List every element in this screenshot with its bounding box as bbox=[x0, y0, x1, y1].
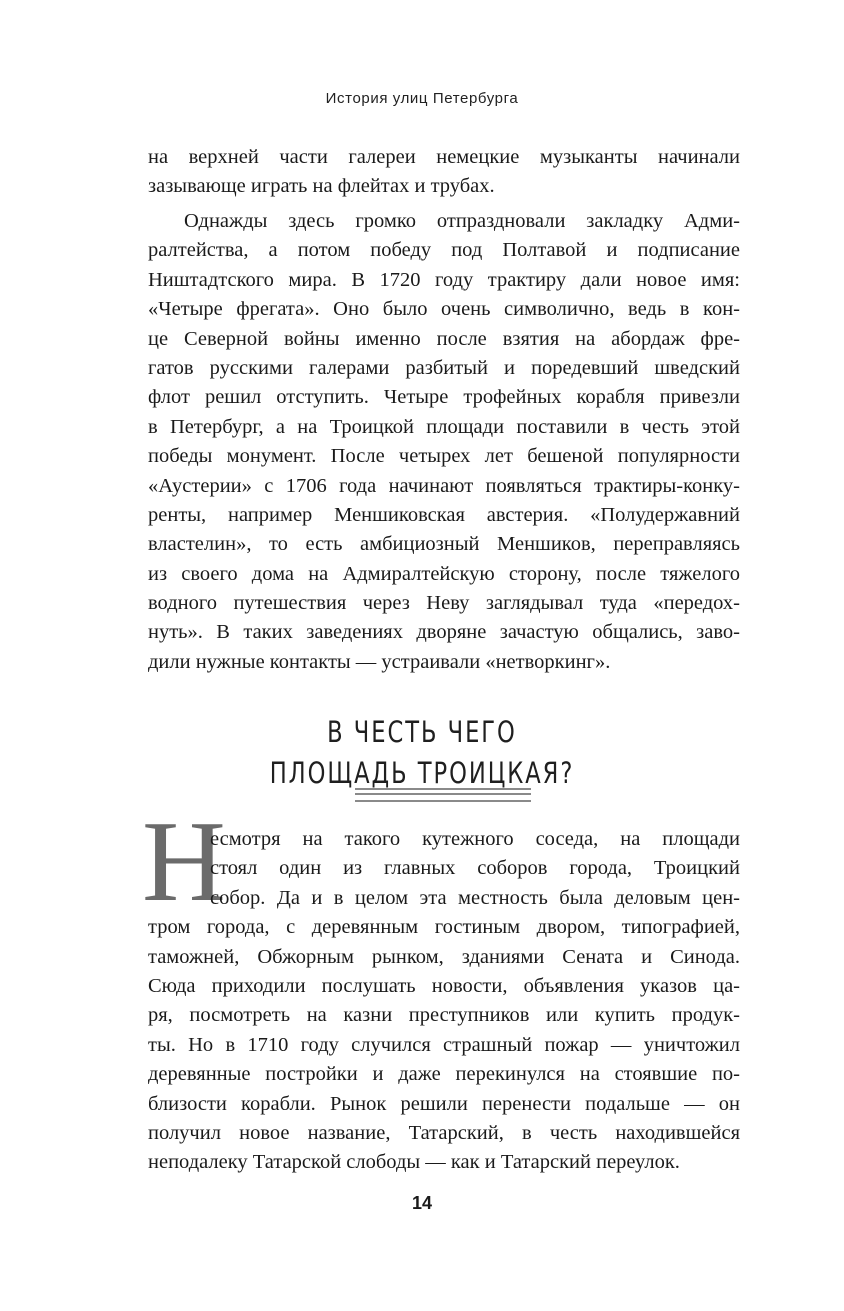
paragraph-3 bbox=[148, 825, 740, 1178]
text-line: близости корабли. Рынок решили перенести подальше — он bbox=[148, 1092, 740, 1115]
paragraph-2 bbox=[148, 207, 740, 677]
text-line: есмотря на такого кутежного соседа, на площади bbox=[210, 828, 740, 850]
text-line: деревянные постройки и даже перекинулся на стоявшие по- bbox=[148, 1063, 740, 1086]
heading-divider bbox=[355, 788, 531, 802]
text-line: ря, посмотреть на казни преступников или купить продук- bbox=[148, 1004, 740, 1027]
text-line: из своего дома на Адмиралтейскую сторону, после тяжелого bbox=[148, 562, 740, 585]
text-line: таможней, Обжорным рынком, зданиями Сената и Синода. bbox=[148, 945, 740, 968]
text-line: флот решил отступить. Четыре трофейных корабля привезли bbox=[148, 386, 740, 409]
text-line: тром города, с деревянным гостиным двором, типографией, bbox=[148, 916, 740, 939]
text-line: победы монумент. После четырех лет бешеной популярности bbox=[148, 445, 740, 468]
text-line: ренты, например Меншиковская австерия. «Полудержавний bbox=[148, 503, 740, 526]
text-line: в Петербург, а на Троицкой площади поставили в честь этой bbox=[148, 415, 740, 438]
text-line: неподалеку Татарской слободы — как и Татарский переулок. bbox=[148, 1151, 680, 1174]
text-line: Сюда приходили послушать новости, объявления указов ца- bbox=[148, 974, 740, 997]
section-heading bbox=[93, 712, 751, 794]
drop-cap: Н bbox=[142, 798, 226, 926]
text-line: зазывающе играть на флейтах и трубах. bbox=[148, 175, 495, 198]
text-line: собор. Да и в целом эта местность была деловым цен- bbox=[210, 886, 740, 909]
section-heading-line: ПЛОЩАДЬ ТРОИЦКАЯ? bbox=[269, 756, 575, 790]
text-line: получил новое название, Татарский, в честь находившейся bbox=[148, 1121, 740, 1144]
text-line: нуть». В таких заведениях дворяне зачастую общались, заво- bbox=[148, 621, 740, 644]
running-header: История улиц Петербурга bbox=[325, 90, 519, 107]
text-line: гатов русскими галерами разбитый и поредевший шведский bbox=[148, 356, 740, 379]
text-line: властелин», то есть амбициозный Меншиков, переправляясь bbox=[148, 533, 740, 556]
text-line: Ништадтского мира. В 1720 году трактиру дали новое имя: bbox=[148, 268, 740, 291]
text-line: це Северной войны именно после взятия на абордаж фре- bbox=[148, 327, 740, 350]
paragraph-top bbox=[148, 143, 740, 202]
page-number: 14 bbox=[411, 1193, 433, 1213]
text-line: дили нужные контакты — устраивали «нетворкинг». bbox=[148, 650, 611, 673]
text-line: «Четыре фрегата». Оно было очень символично, ведь в кон- bbox=[148, 298, 740, 321]
text-line: водного путешествия через Неву заглядывал туда «передох- bbox=[148, 592, 740, 615]
text-line: стоял один из главных соборов города, Троицкий bbox=[210, 857, 740, 880]
text-line: «Аустерии» с 1706 года начинают появляться трактиры-конку- bbox=[148, 474, 740, 497]
text-line: на верхней части галереи немецкие музыканты начинали bbox=[148, 146, 740, 168]
text-line: ты. Но в 1710 году случился страшный пожар — уничтожил bbox=[148, 1033, 740, 1056]
text-line: Однажды здесь громко отпраздновали закладку Адми- bbox=[184, 210, 740, 232]
text-line: ралтейства, а потом победу под Полтавой и подписание bbox=[148, 239, 740, 262]
section-heading-line: В ЧЕСТЬ ЧЕГО bbox=[327, 715, 517, 749]
